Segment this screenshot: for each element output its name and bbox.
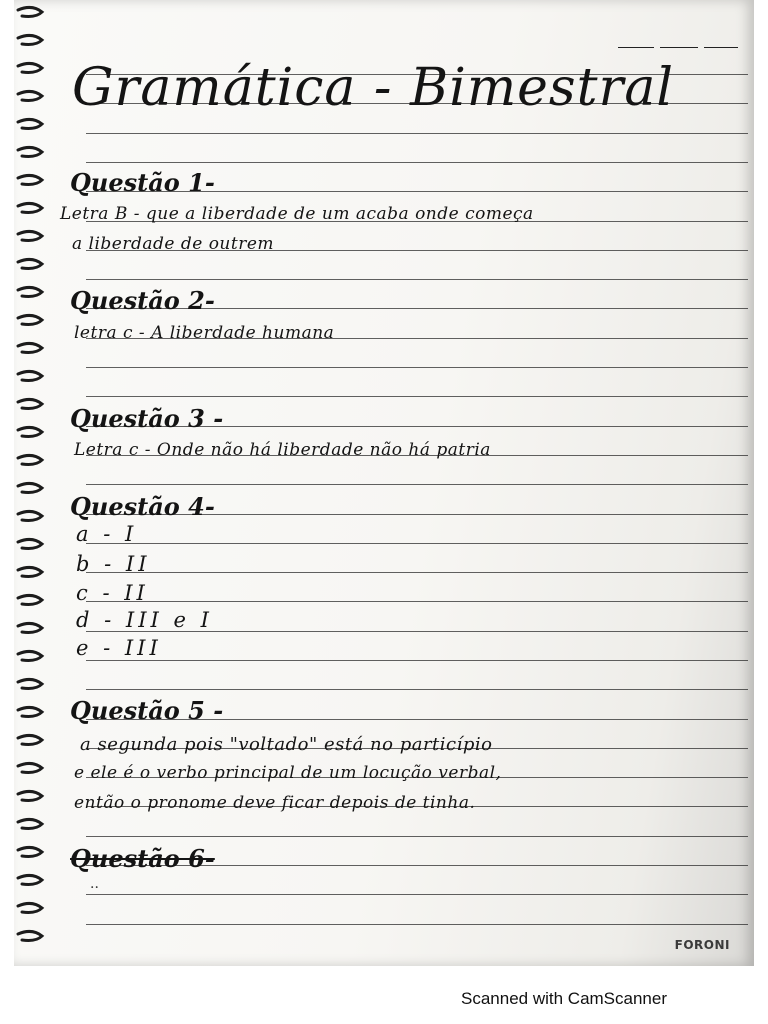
- ruled-line: [86, 894, 748, 895]
- spiral-ring: [18, 231, 42, 240]
- question-5-answer-line-2: e ele é o verbo principal de um locução verbal,: [74, 763, 502, 783]
- spiral-ring: [18, 931, 42, 940]
- spiral-ring: [18, 707, 42, 716]
- spiral-ring: [18, 371, 42, 380]
- ruled-line: [86, 133, 748, 134]
- page-title: Gramática - Bimestral: [72, 58, 674, 118]
- notebook-page: [14, 0, 754, 966]
- date-line-month: [660, 47, 698, 48]
- question-1-answer-line-2: a liberdade de outrem: [72, 234, 275, 254]
- spiral-ring: [18, 287, 42, 296]
- spiral-ring: [18, 847, 42, 856]
- question-4-item-d: d - III e I: [76, 608, 213, 632]
- spiral-ring: [18, 903, 42, 912]
- spiral-ring: [18, 35, 42, 44]
- ruled-line: [86, 601, 748, 602]
- scanner-watermark: Scanned with CamScanner: [461, 989, 668, 1008]
- spiral-ring: [18, 7, 42, 16]
- ruled-line: [86, 367, 748, 368]
- notebook-brand: FORONI: [674, 938, 730, 952]
- spiral-ring: [18, 315, 42, 324]
- pen-dot: ··: [90, 880, 99, 896]
- question-2-answer-line-1: letra c - A liberdade humana: [74, 323, 335, 343]
- spiral-ring: [18, 343, 42, 352]
- spiral-ring: [18, 427, 42, 436]
- spiral-ring: [18, 483, 42, 492]
- question-1-answer-line-1: Letra B - que a liberdade de um acaba onde começa: [60, 204, 534, 224]
- ruled-line: [86, 279, 748, 280]
- spiral-ring: [18, 511, 42, 520]
- ruled-line: [86, 836, 748, 837]
- spiral-ring: [18, 91, 42, 100]
- ruled-line: [86, 572, 748, 573]
- ruled-line: [86, 162, 748, 163]
- question-4-item-a: a - I: [76, 522, 138, 546]
- question-6-heading-struck: Questão 6-: [70, 844, 215, 873]
- spiral-ring: [18, 679, 42, 688]
- question-5-heading: Questão 5 -: [70, 696, 224, 725]
- question-2-heading: Questão 2-: [70, 286, 215, 315]
- spiral-ring: [18, 63, 42, 72]
- spiral-ring: [18, 203, 42, 212]
- spiral-binding: [14, 0, 58, 966]
- spiral-ring: [18, 175, 42, 184]
- spiral-ring: [18, 147, 42, 156]
- ruled-line: [86, 689, 748, 690]
- question-5-answer-line-3: então o pronome deve ficar depois de tinha.: [74, 793, 476, 813]
- spiral-ring: [18, 875, 42, 884]
- spiral-ring: [18, 539, 42, 548]
- spiral-ring: [18, 399, 42, 408]
- ruled-line: [86, 660, 748, 661]
- spiral-ring: [18, 763, 42, 772]
- question-1-heading: Questão 1-: [70, 168, 215, 197]
- spiral-ring: [18, 735, 42, 744]
- spiral-ring: [18, 651, 42, 660]
- spiral-ring: [18, 819, 42, 828]
- question-3-heading: Questão 3 -: [70, 404, 224, 433]
- date-line-year: [704, 47, 738, 48]
- question-5-answer-line-1: a segunda pois "voltado" está no particípio: [80, 734, 493, 755]
- ruled-line: [86, 484, 748, 485]
- spiral-ring: [18, 455, 42, 464]
- date-line-day: [618, 47, 654, 48]
- question-4-heading: Questão 4-: [70, 492, 215, 521]
- spiral-ring: [18, 791, 42, 800]
- question-4-item-e: e - III: [76, 636, 162, 660]
- spiral-ring: [18, 595, 42, 604]
- question-4-item-b: b - II: [76, 552, 151, 576]
- ruled-line: [86, 924, 748, 925]
- spiral-ring: [18, 119, 42, 128]
- ruled-line: [86, 396, 748, 397]
- spiral-ring: [18, 259, 42, 268]
- question-3-answer-line-1: Letra c - Onde não há liberdade não há patria: [74, 440, 491, 460]
- question-4-item-c: c - II: [76, 581, 149, 605]
- spiral-ring: [18, 623, 42, 632]
- spiral-ring: [18, 567, 42, 576]
- ruled-line: [86, 543, 748, 544]
